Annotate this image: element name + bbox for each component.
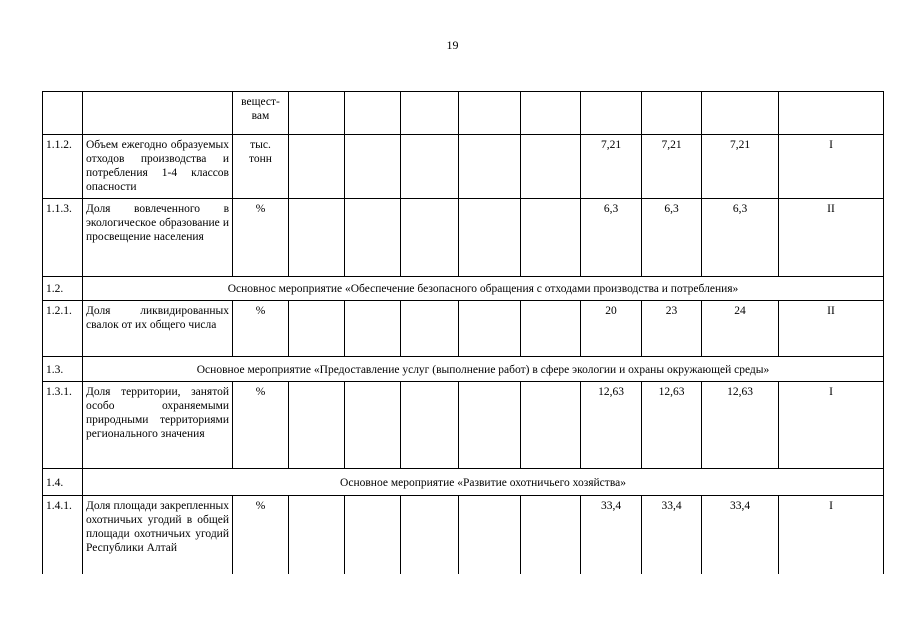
priority-grade	[779, 92, 884, 135]
section-title: Основное мероприятие «Развитие охотничьего хозяйства»	[83, 469, 884, 496]
empty-cell	[521, 135, 581, 199]
empty-cell	[345, 496, 401, 574]
empty-cell	[459, 496, 521, 574]
empty-cell	[459, 382, 521, 469]
value-year-2: 12,63	[642, 382, 702, 469]
value-year-3: 7,21	[702, 135, 779, 199]
row-number: 1.2.	[43, 277, 83, 301]
row-number: 1.1.2.	[43, 135, 83, 199]
value-year-1: 20	[581, 301, 642, 357]
value-year-1: 7,21	[581, 135, 642, 199]
empty-cell	[459, 199, 521, 277]
indicator-name	[83, 92, 233, 135]
unit-of-measure: %	[233, 496, 289, 574]
unit-of-measure: %	[233, 301, 289, 357]
empty-cell	[521, 382, 581, 469]
empty-cell	[289, 199, 345, 277]
value-year-1: 33,4	[581, 496, 642, 574]
table-row	[43, 199, 884, 277]
empty-cell	[401, 496, 459, 574]
priority-grade: I	[779, 496, 884, 574]
priority-grade: II	[779, 301, 884, 357]
empty-cell	[401, 135, 459, 199]
row-number: 1.4.	[43, 469, 83, 496]
empty-cell	[345, 92, 401, 135]
indicator-name: Доля площади закрепленных охотничьих угодий в общей площади охотничьих угодий Республики Алтай	[83, 496, 233, 574]
unit-of-measure: вещест- вам	[233, 92, 289, 135]
table-row	[43, 301, 884, 357]
empty-cell	[345, 199, 401, 277]
table-row	[43, 496, 884, 574]
value-year-3: 6,3	[702, 199, 779, 277]
empty-cell	[521, 199, 581, 277]
empty-cell	[345, 135, 401, 199]
empty-cell	[401, 199, 459, 277]
priority-grade: I	[779, 135, 884, 199]
value-year-3: 12,63	[702, 382, 779, 469]
section-title: Основное мероприятие «Предоставление услуг (выполнение работ) в сфере экологии и охраны окружающей среды»	[83, 357, 884, 382]
empty-cell	[459, 301, 521, 357]
empty-cell	[345, 382, 401, 469]
table-row	[43, 135, 884, 199]
empty-cell	[289, 92, 345, 135]
table-row	[43, 92, 884, 135]
empty-cell	[521, 301, 581, 357]
row-number: 1.3.	[43, 357, 83, 382]
page-number: 19	[446, 38, 459, 52]
empty-cell	[401, 92, 459, 135]
value-year-1: 6,3	[581, 199, 642, 277]
row-number: 1.4.1.	[43, 496, 83, 574]
indicator-name: Доля территории, занятой особо охраняемыми природными территориями регионального значения	[83, 382, 233, 469]
unit-of-measure: тыс. тонн	[233, 135, 289, 199]
row-number: 1.3.1.	[43, 382, 83, 469]
row-number	[43, 92, 83, 135]
indicator-name: Доля ликвидированных свалок от их общего числа	[83, 301, 233, 357]
value-year-2	[642, 92, 702, 135]
priority-grade: I	[779, 382, 884, 469]
empty-cell	[521, 92, 581, 135]
unit-of-measure: %	[233, 199, 289, 277]
value-year-3: 33,4	[702, 496, 779, 574]
value-year-2: 7,21	[642, 135, 702, 199]
empty-cell	[345, 301, 401, 357]
value-year-2: 33,4	[642, 496, 702, 574]
unit-of-measure: %	[233, 382, 289, 469]
empty-cell	[289, 301, 345, 357]
empty-cell	[401, 301, 459, 357]
empty-cell	[459, 135, 521, 199]
indicators-table	[42, 91, 884, 574]
value-year-2: 23	[642, 301, 702, 357]
empty-cell	[521, 496, 581, 574]
empty-cell	[289, 496, 345, 574]
empty-cell	[401, 382, 459, 469]
indicator-name: Объем ежегодно образуемых отходов производства и потребления 1-4 классов опасности	[83, 135, 233, 199]
section-row	[43, 277, 884, 301]
row-number: 1.2.1.	[43, 301, 83, 357]
value-year-3: 24	[702, 301, 779, 357]
value-year-1: 12,63	[581, 382, 642, 469]
empty-cell	[289, 135, 345, 199]
priority-grade: II	[779, 199, 884, 277]
table-row	[43, 382, 884, 469]
empty-cell	[289, 382, 345, 469]
section-row	[43, 357, 884, 382]
section-title: Основнос мероприятие «Обеспечение безопасного обращения с отходами производства и потребления»	[83, 277, 884, 301]
indicator-name: Доля вовлеченного в экологическое образование и просвещение населения	[83, 199, 233, 277]
value-year-2: 6,3	[642, 199, 702, 277]
empty-cell	[459, 92, 521, 135]
value-year-3	[702, 92, 779, 135]
value-year-1	[581, 92, 642, 135]
row-number: 1.1.3.	[43, 199, 83, 277]
section-row	[43, 469, 884, 496]
